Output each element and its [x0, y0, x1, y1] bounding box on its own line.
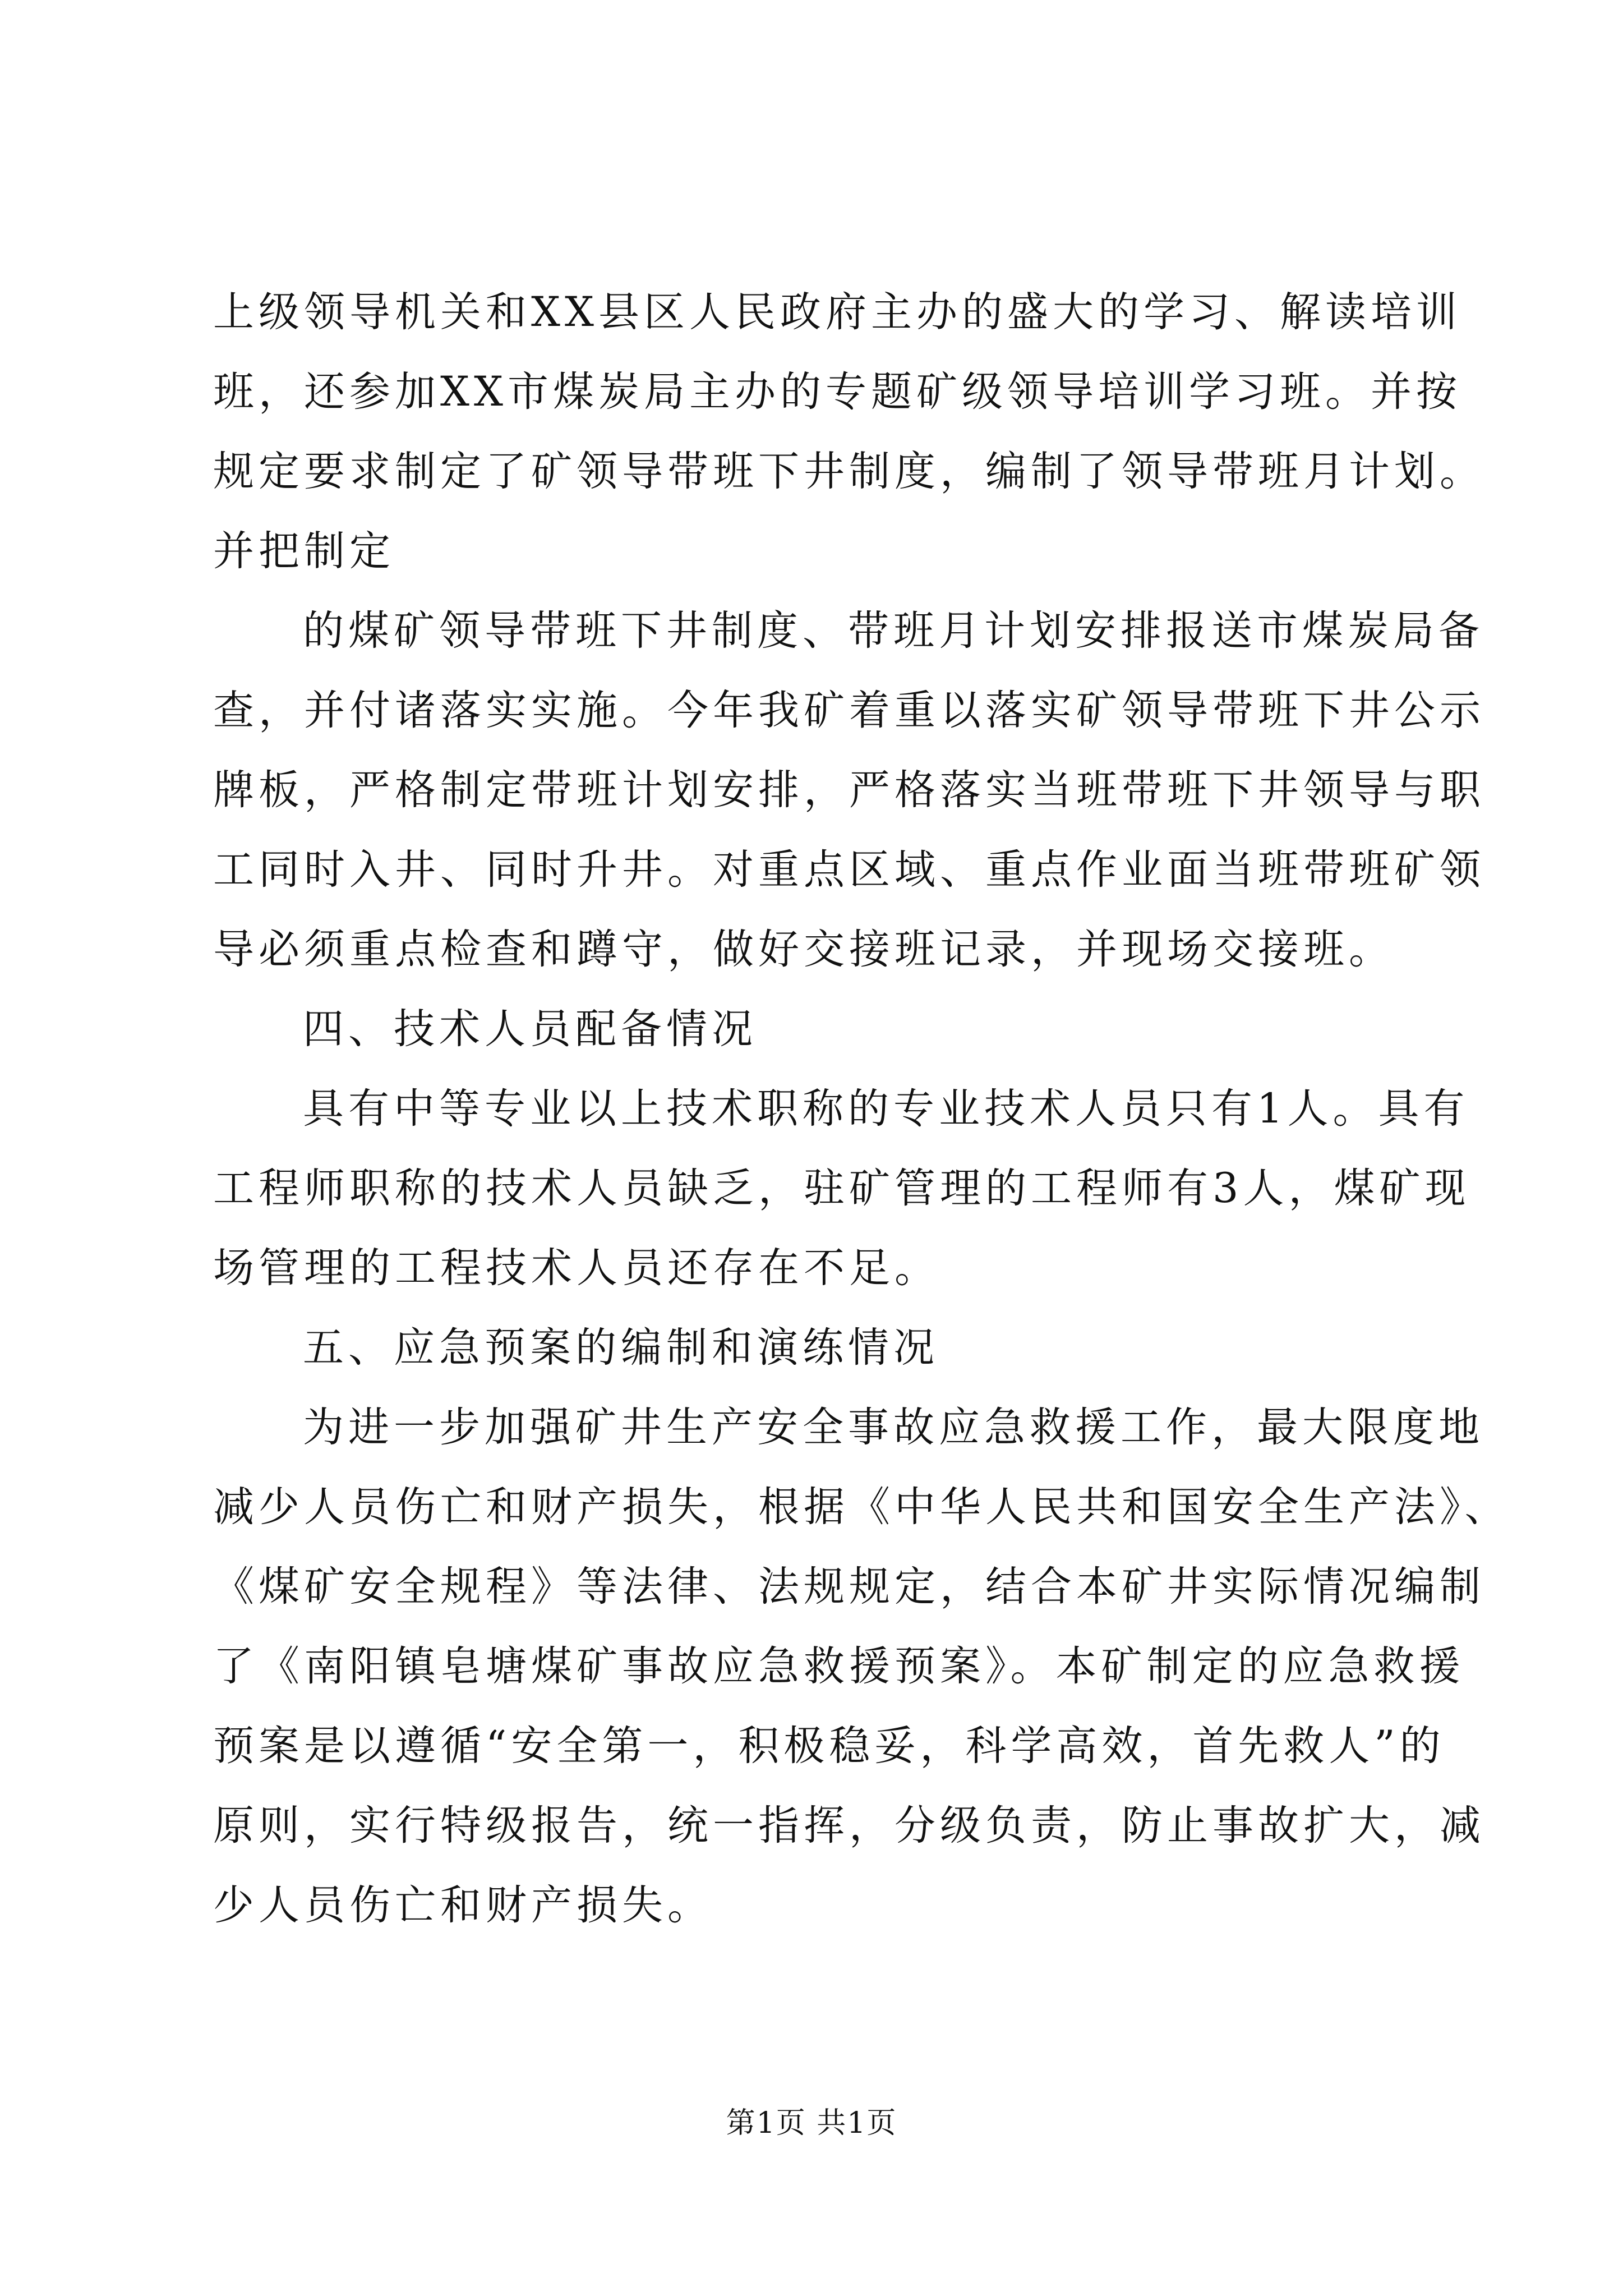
- body-text: [213, 273, 1510, 1945]
- text-line: 少人员伤亡和财产损失。: [213, 1881, 713, 1929]
- text-line: 《煤矿安全规程》等法律、法规规定，结合本矿井实际情况编制: [213, 1563, 1485, 1611]
- text-line: 的煤矿领导带班下井制度、带班月计划安排报送市煤炭局备: [303, 607, 1484, 655]
- text-line: 规定要求制定了矿领导带班下井制度，编制了领导带班月计划。: [213, 448, 1485, 495]
- text-line: 场管理的工程技术人员还存在不足。: [213, 1244, 940, 1292]
- text-line: 预案是以遵循“安全第一，积极稳妥，科学高效，首先救人”的: [213, 1722, 1445, 1770]
- text-line: 工程师职称的技术人员缺乏，驻矿管理的工程师有3人，煤矿现: [213, 1165, 1470, 1212]
- text-line: 具有中等专业以上技术职称的专业技术人员只有1人。具有: [303, 1085, 1469, 1133]
- text-line: 导必须重点检查和蹲守，做好交接班记录，并现场交接班。: [213, 926, 1394, 973]
- page-number: 第1页 共1页: [726, 2106, 897, 2140]
- text-line: 为进一步加强矿井生产安全事故应急救援工作，最大限度地: [303, 1404, 1484, 1451]
- text-line: 上级领导机关和XX县区人民政府主办的盛大的学习、解读培训: [213, 288, 1461, 336]
- text-line: 牌板，严格制定带班计划安排，严格落实当班带班下井领导与职: [213, 766, 1485, 814]
- section-heading: 五、应急预案的编制和演练情况: [303, 1324, 939, 1372]
- text-line: 班，还参加XX市煤炭局主办的专题矿级领导培训学习班。并按: [213, 368, 1461, 416]
- text-line: 工同时入井、同时升井。对重点区域、重点作业面当班带班矿领: [213, 846, 1485, 894]
- text-line: 了《南阳镇皂塘煤矿事故应急救援预案》。本矿制定的应急救援: [213, 1642, 1465, 1690]
- text-line: 并把制定: [213, 527, 395, 575]
- text-line: 减少人员伤亡和财产损失，根据《中华人民共和国安全生产法》、: [213, 1483, 1510, 1531]
- text-line: 查，并付诸落实实施。今年我矿着重以落实矿领导带班下井公示: [213, 687, 1485, 734]
- text-line: 原则，实行特级报告，统一指挥，分级负责，防止事故扩大，减: [213, 1802, 1485, 1849]
- section-heading: 四、技术人员配备情况: [303, 1005, 757, 1053]
